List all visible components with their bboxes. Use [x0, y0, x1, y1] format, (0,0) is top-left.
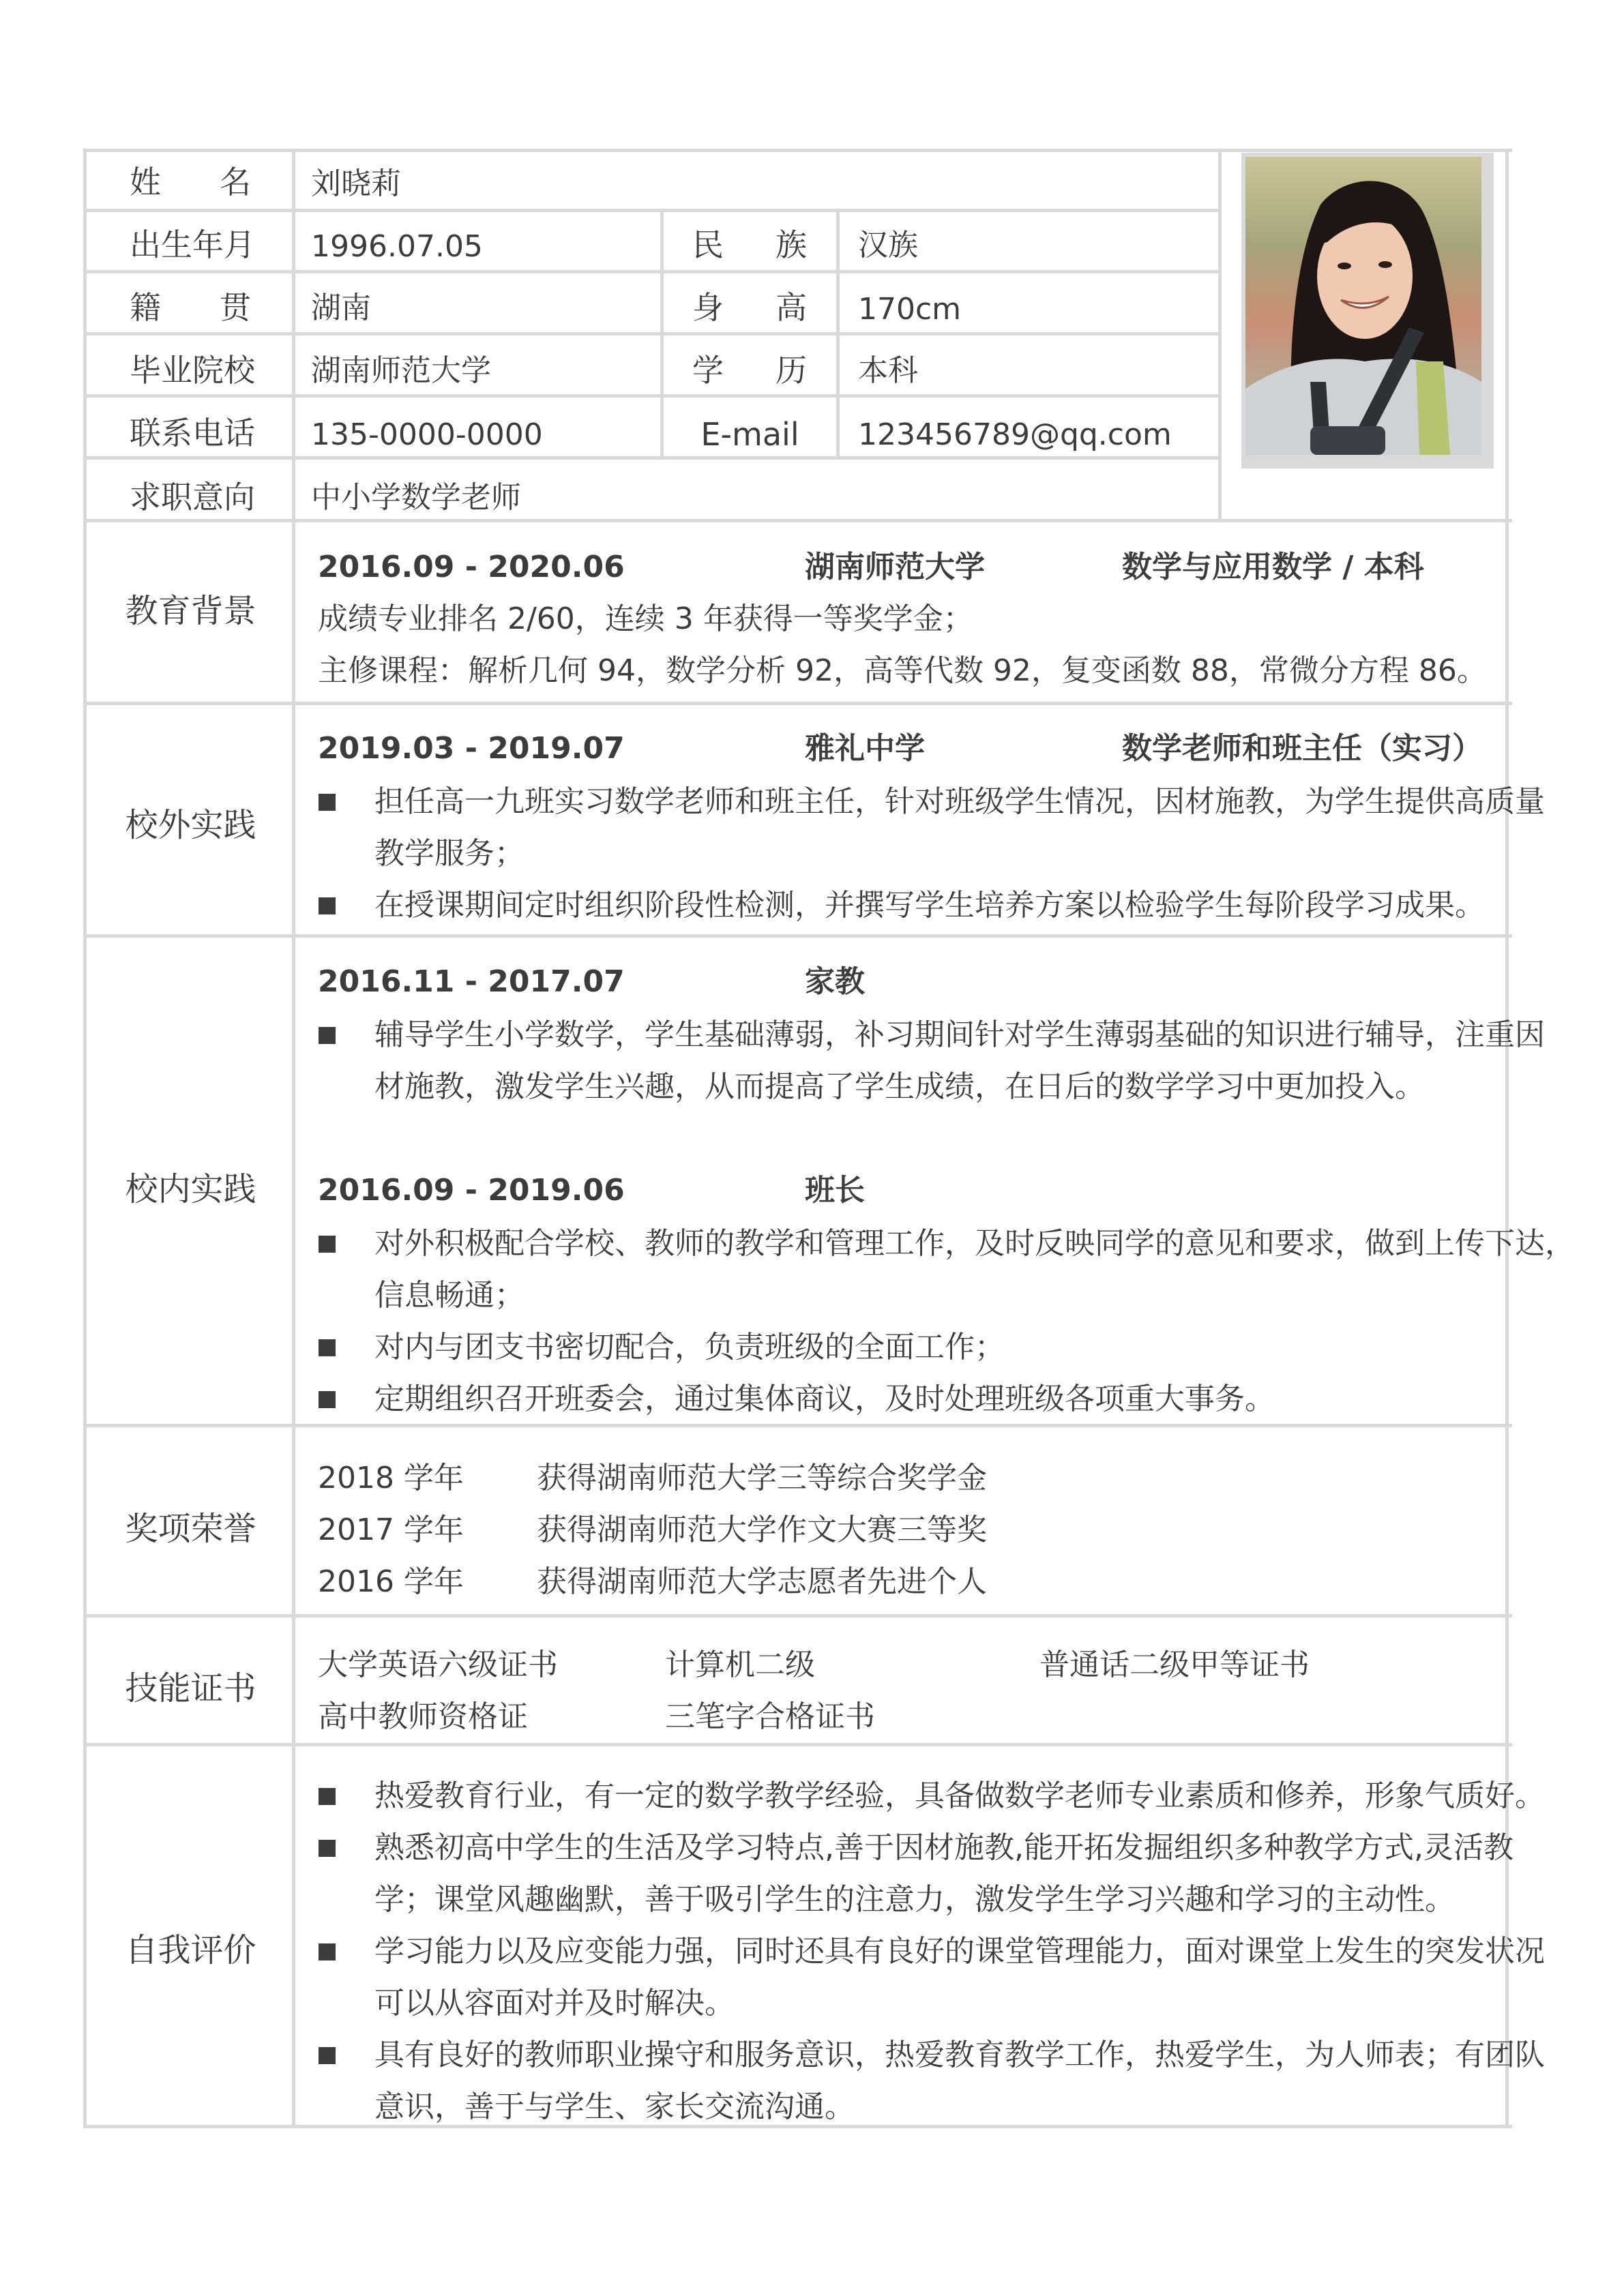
award-3-year: 2016 学年 [318, 1564, 464, 1599]
value-height: 170cm [858, 292, 962, 327]
value-hometown: 湖南 [311, 290, 371, 325]
bullet-square-icon [319, 1236, 336, 1253]
label-objective: 求职意向 [130, 479, 255, 516]
value-phone: 135-0000-0000 [311, 417, 543, 452]
label-degree: 学 历 [692, 352, 807, 389]
value-ethnicity: 汉族 [858, 228, 918, 263]
bullet-square-icon [319, 1391, 336, 1408]
bullet-square-icon [319, 1339, 336, 1356]
skill-item: 高中教师资格证 [318, 1699, 528, 1734]
bullet-square-icon [319, 2047, 336, 2064]
edu-line-2: 主修课程：解析几何 94，数学分析 92，高等代数 92，复变函数 88，常微分方程 86。 [318, 653, 1487, 688]
edu-line-1: 成绩专业排名 2/60，连续 3 年获得一等奖学金； [318, 601, 973, 636]
value-name: 刘晓莉 [311, 166, 401, 201]
edu-role: 数学与应用数学 / 本科 [1122, 550, 1424, 584]
section-label-awards: 奖项荣誉 [125, 1510, 256, 1548]
campus-entry-1-period: 2016.11 - 2017.07 [318, 964, 625, 999]
campus-entry-2-org: 班长 [805, 1173, 865, 1208]
ext-org: 雅礼中学 [805, 731, 925, 766]
value-objective: 中小学数学老师 [311, 480, 521, 515]
profile-photo [1241, 153, 1494, 468]
section-label-external-practice: 校外实践 [125, 806, 256, 844]
edu-org: 湖南师范大学 [805, 550, 985, 584]
campus-entry-2-bullet-1-line-1: 对外积极配合学校、教师的教学和管理工作，及时反映同学的意见和要求，做到上传下达， [374, 1226, 1575, 1261]
skill-item: 普通话二级甲等证书 [1039, 1648, 1310, 1682]
award-1-title: 获得湖南师范大学三等综合奖学金 [537, 1461, 987, 1495]
campus-entry-1-bullet-1-line-2: 材施教，激发学生兴趣，从而提高了学生成绩，在日后的数学学习中更加投入。 [374, 1069, 1425, 1104]
campus-entry-2-bullet-3-line-1: 定期组织召开班委会，通过集体商议，及时处理班级各项重大事务。 [374, 1382, 1275, 1416]
section-label-campus-practice: 校内实践 [125, 1170, 256, 1208]
photo-image [1245, 157, 1481, 455]
edu-period: 2016.09 - 2020.06 [318, 550, 625, 584]
section-label-self-evaluation: 自我评价 [125, 1931, 256, 1969]
ext-bullet-1-line-1: 担任高一九班实习数学老师和班主任，针对班级学生情况，因材施教，为学生提供高质量 [374, 784, 1545, 819]
section-label-education: 教育背景 [125, 592, 256, 630]
self-bullet-4-line-1: 具有良好的教师职业操守和服务意识，热爱教育教学工作，热爱学生，为人师表；有团队 [374, 2038, 1545, 2072]
value-school: 湖南师范大学 [311, 353, 491, 388]
campus-entry-1-org: 家教 [805, 964, 865, 999]
self-bullet-4-line-2: 意识，善于与学生、家长交流沟通。 [374, 2089, 855, 2124]
label-name: 姓 名 [130, 164, 251, 200]
bullet-square-icon [319, 1788, 336, 1805]
label-school: 毕业院校 [130, 352, 255, 389]
bullet-square-icon [319, 794, 336, 811]
ext-bullet-2-line-1: 在授课期间定时组织阶段性检测，并撰写学生培养方案以检验学生每阶段学习成果。 [374, 888, 1485, 923]
bullet-square-icon [319, 897, 336, 914]
ext-role: 数学老师和班主任（实习） [1122, 731, 1482, 766]
label-birth: 出生年月 [130, 226, 255, 263]
campus-entry-2-bullet-1-line-2: 信息畅通； [374, 1278, 525, 1313]
skill-item: 三笔字合格证书 [665, 1699, 875, 1734]
value-birth: 1996.07.05 [311, 229, 483, 264]
label-email: E-mail [700, 416, 799, 453]
bullet-square-icon [319, 1943, 336, 1960]
award-2-year: 2017 学年 [318, 1512, 464, 1547]
value-degree: 本科 [858, 353, 918, 388]
label-ethnicity: 民 族 [692, 226, 807, 263]
skill-item: 大学英语六级证书 [318, 1648, 558, 1682]
self-bullet-3-line-2: 可以从容面对并及时解决。 [374, 1986, 735, 2021]
award-2-title: 获得湖南师范大学作文大赛三等奖 [537, 1512, 987, 1547]
award-3-title: 获得湖南师范大学志愿者先进个人 [537, 1564, 987, 1599]
label-height: 身 高 [692, 289, 807, 326]
award-1-year: 2018 学年 [318, 1461, 464, 1495]
campus-entry-1-bullet-1-line-1: 辅导学生小学数学，学生基础薄弱，补习期间针对学生薄弱基础的知识进行辅导，注重因 [374, 1017, 1545, 1052]
campus-entry-2-period: 2016.09 - 2019.06 [318, 1173, 625, 1208]
label-hometown: 籍 贯 [130, 289, 251, 326]
ext-bullet-1-line-2: 教学服务； [374, 836, 525, 871]
self-bullet-2-line-1: 熟悉初高中学生的生活及学习特点,善于因材施教,能开拓发掘组织多种教学方式,灵活教 [374, 1830, 1514, 1865]
value-email: 123456789@qq.com [858, 417, 1172, 452]
bullet-square-icon [319, 1027, 336, 1044]
self-bullet-2-line-2: 学；课堂风趣幽默，善于吸引学生的注意力，激发学生学习兴趣和学习的主动性。 [374, 1882, 1455, 1917]
label-phone: 联系电话 [130, 415, 255, 451]
ext-period: 2019.03 - 2019.07 [318, 731, 625, 766]
self-bullet-1-line-1: 热爱教育行业，有一定的数学教学经验，具备做数学老师专业素质和修养，形象气质好。 [374, 1778, 1545, 1813]
skill-item: 计算机二级 [665, 1648, 815, 1682]
portrait-icon [1245, 157, 1481, 455]
section-label-skills: 技能证书 [125, 1669, 256, 1708]
bullet-square-icon [319, 1840, 336, 1857]
self-bullet-3-line-1: 学习能力以及应变能力强，同时还具有良好的课堂管理能力，面对课堂上发生的突发状况 [374, 1934, 1545, 1969]
campus-entry-2-bullet-2-line-1: 对内与团支书密切配合，负责班级的全面工作； [374, 1330, 1005, 1365]
